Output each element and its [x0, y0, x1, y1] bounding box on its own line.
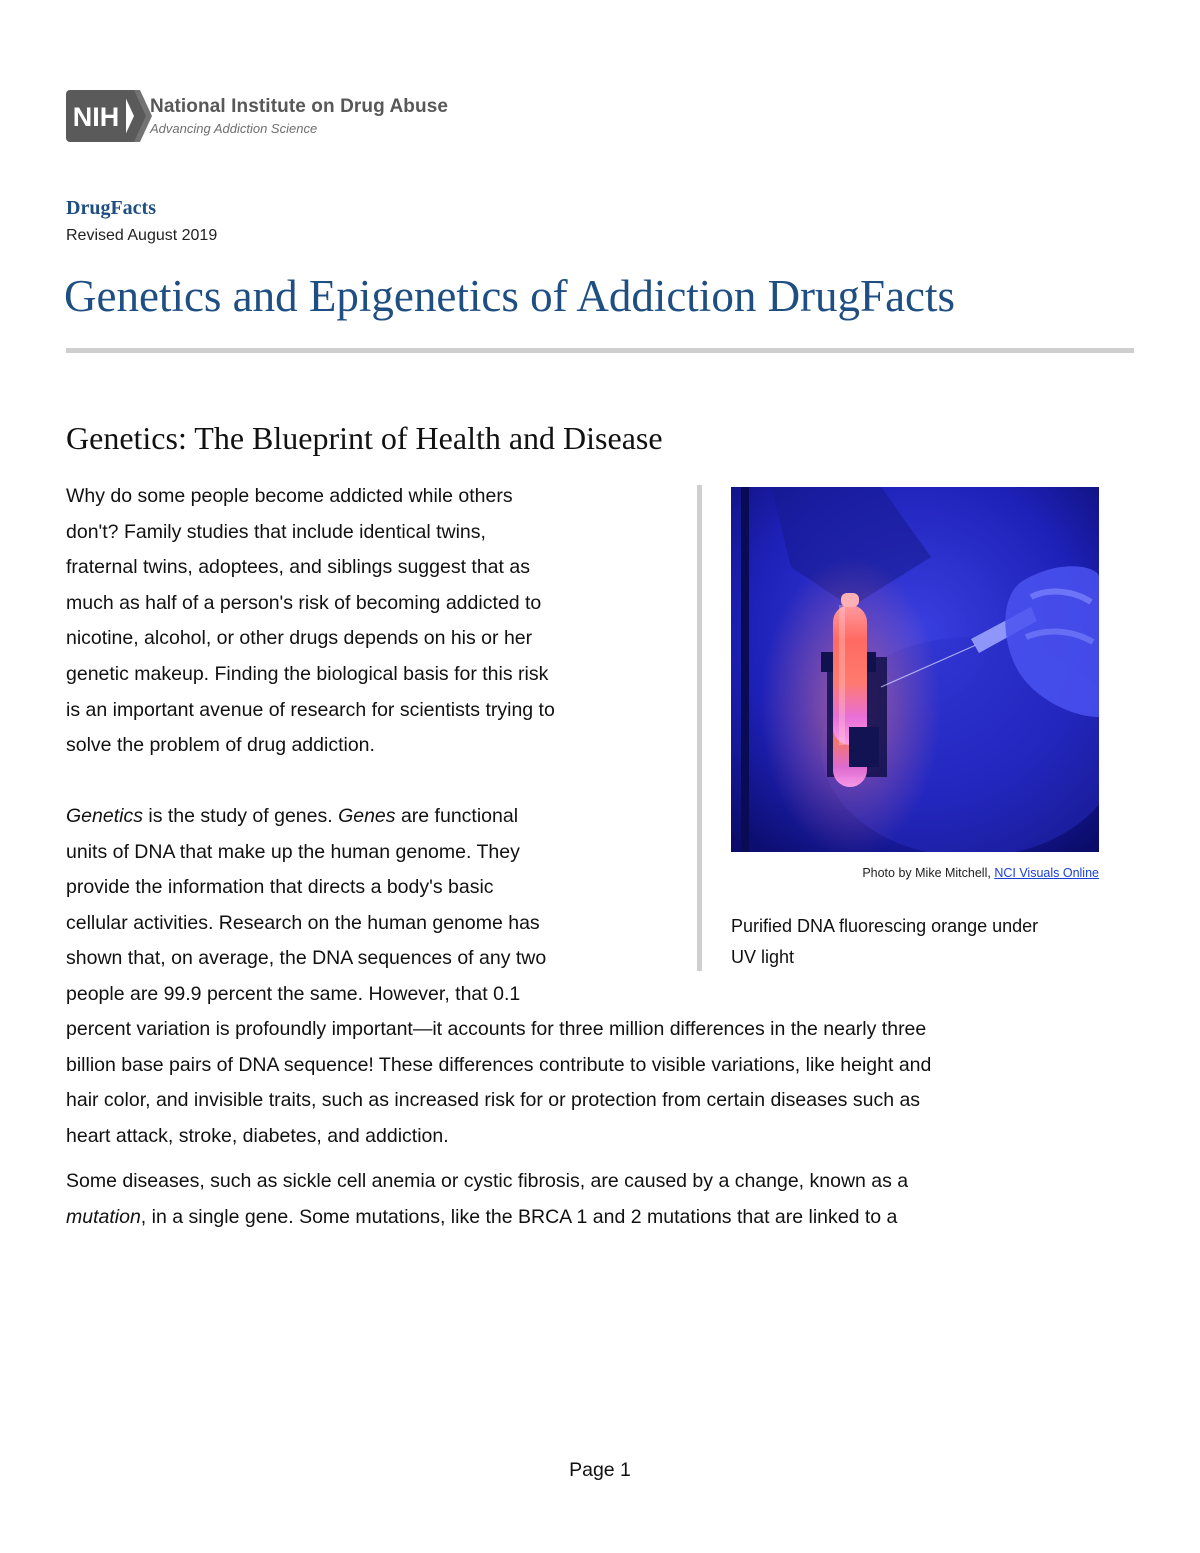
org-name: National Institute on Drug Abuse	[150, 96, 449, 117]
term-mutation: mutation	[66, 1205, 141, 1228]
text-line: nicotine, alcohol, or other drugs depends on his or her	[66, 627, 533, 650]
title-divider	[66, 348, 1134, 353]
credit-text: Photo by Mike Mitchell,	[862, 866, 995, 880]
text-run: , in a single gene. Some mutations, like the BRCA 1 and 2 mutations that are linked to a	[140, 1205, 898, 1228]
text-line	[66, 1200, 1136, 1236]
text-line: Why do some people become addicted while others	[66, 485, 513, 507]
dna-fluorescence-photo	[731, 487, 1099, 852]
term-genetics: Genetics	[66, 805, 143, 827]
text-line: hair color, and invisible traits, such as increased risk for or protection from certain diseases such as	[66, 1089, 921, 1112]
section-heading: Genetics: The Blueprint of Health and Disease	[66, 420, 663, 456]
text-line: fraternal twins, adoptees, and siblings suggest that as	[66, 556, 530, 579]
text-run: is the study of genes.	[142, 805, 339, 827]
text-line: heart attack, stroke, diabetes, and addiction.	[66, 1124, 449, 1147]
page-number: Page 1	[569, 1459, 631, 1481]
doc-series-label: DrugFacts	[66, 197, 156, 219]
svg-text:NIH: NIH	[72, 102, 120, 132]
text-line: cellular activities. Research on the human genome has	[66, 911, 540, 934]
caption-line: Purified DNA fluorescing orange under	[731, 916, 1039, 936]
org-tagline: Advancing Addiction Science	[150, 121, 318, 136]
text-line: Some diseases, such as sickle cell anemia or cystic fibrosis, are caused by a change, known as a	[66, 1170, 909, 1192]
term-genes: Genes	[338, 805, 396, 827]
paragraph-genetics-continued	[66, 1012, 1136, 1154]
text-line: genetic makeup. Finding the biological basis for this risk	[66, 662, 549, 685]
text-line: provide the information that directs a body's basic	[66, 876, 494, 899]
figure-caption	[731, 911, 1111, 973]
text-line: is an important avenue of research for scientists trying to	[66, 698, 555, 721]
figure-sidebar-rule	[697, 485, 702, 971]
nci-visuals-online-link[interactable]: NCI Visuals Online	[994, 866, 1099, 880]
text-line: units of DNA that make up the human genome. They	[66, 840, 520, 863]
text-run: are functional	[395, 805, 519, 827]
text-line: much as half of a person's risk of becoming addicted to	[66, 591, 542, 614]
page-title: Genetics and Epigenetics of Addiction DrugFacts	[64, 271, 956, 321]
text-line: shown that, on average, the DNA sequences of any two	[66, 947, 547, 970]
revision-date: Revised August 2019	[66, 227, 218, 244]
text-line: billion base pairs of DNA sequence! These differences contribute to visible variations, like height and	[66, 1053, 932, 1076]
paragraph-intro	[66, 479, 666, 764]
paragraph-mutations	[66, 1164, 1136, 1235]
text-line: percent variation is profoundly important—it accounts for three million differences in the nearly three	[66, 1018, 927, 1040]
caption-line: UV light	[731, 947, 795, 967]
text-line: people are 99.9 percent the same. However, that 0.1	[66, 982, 521, 1005]
text-line: solve the problem of drug addiction.	[66, 734, 375, 757]
text-line	[66, 799, 666, 835]
text-line: don't? Family studies that include identical twins,	[66, 520, 486, 543]
paragraph-genetics	[66, 799, 666, 1013]
photo-credit	[731, 866, 1099, 880]
nih-badge-icon	[66, 90, 156, 142]
